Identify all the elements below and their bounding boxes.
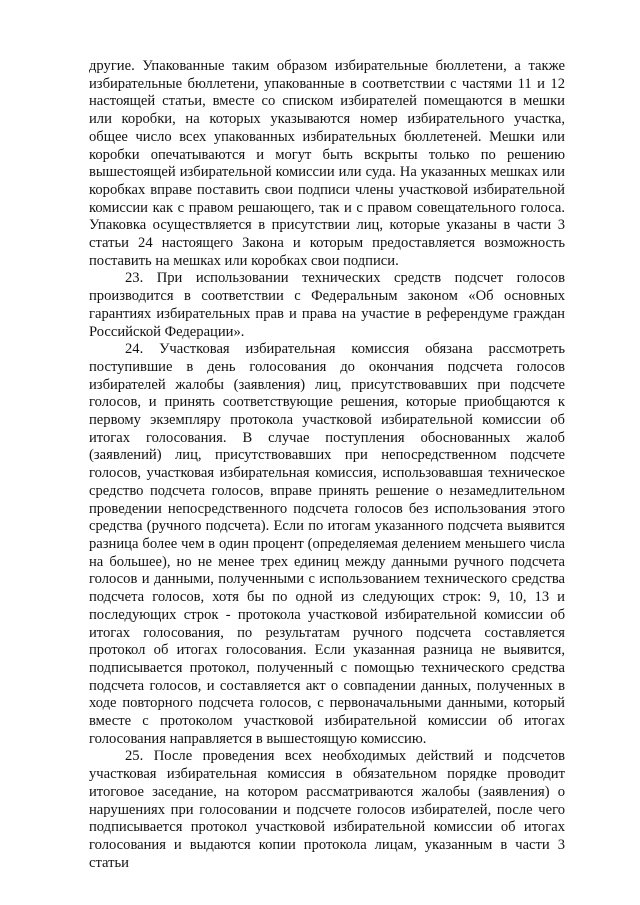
paragraph-24: 24. Участковая избирательная комиссия обязана рассмотреть поступившие в день голосования до окончания подсчета голосов избирателей жалобы (заявления) лиц, присутствовавших при подсчете голосов, и принять соответствующие решения, которые приобщаются к первому экземпляру протокола участковой избирательной комиссии об итогах голосования. В случае поступления обоснованных жалоб (заявлений) лиц, присутствовавших при непосредственном подсчете голосов, участковая избирательная комиссия, использовавшая техническое средство подсчета голосов, вправе принять решение о незамедлительном проведении непосредственного подсчета голосов без использования этого средства (ручного подсчета). Если по итогам указанного подсчета выявится разница более чем в один процент (определяемая делением меньшего числа на большее), но не менее трех единиц между данными ручного подсчета голосов и данными, полученными с использованием технического средства подсчета голосов, хотя бы по одной из следующих строк: 9, 10, 13 и последующих строк - протокола участковой избирательной комиссии об итогах голосования, по результатам ручного подсчета составляется протокол об итогах голосования. Если указанная разница не выявится, подписывается протокол, полученный с помощью технического средства подсчета голосов, и составляется акт о совпадении данных, полученных в ходе повторного подсчета голосов, с первоначальными данными, который вместе с протоколом участковой избирательной комиссии об итогах голосования направляется в вышестоящую комиссию. [89, 341, 565, 747]
paragraph-25: 25. После проведения всех необходимых действий и подсчетов участковая избирательная комиссия в обязательном порядке проводит итоговое заседание, на котором рассматриваются жалобы (заявления) о нарушениях при голосовании и подсчете голосов избирателей, после чего подписывается протокол участковой избирательной комиссии об итогах голосования и выдаются копии протокола лицам, указанным в части 3 статьи [89, 748, 565, 871]
paragraph-continuation: другие. Упакованные таким образом избирательные бюллетени, а также избирательные бюллетени, упакованные в соответствии с частями 11 и 12 настоящей статьи, вместе со списком избирателей помещаются в мешки или коробки, на которых указываются номер избирательного участка, общее число всех упакованных избирательных бюллетеней. Мешки или коробки опечатываются и могут быть вскрыты только по решению вышестоящей избирательной комиссии или суда. На указанных мешках или коробках вправе поставить свои подписи члены участковой избирательной комиссии как с правом решающего, так и с правом совещательного голоса. Упаковка осуществляется в присутствии лиц, которые указаны в части 3 статьи 24 настоящего Закона и которым предоставляется возможность поставить на мешках или коробках свои подписи. [89, 58, 565, 269]
paragraph-23: 23. При использовании технических средств подсчет голосов производится в соответствии с Федеральным законом «Об основных гарантиях избирательных прав и права на участие в референдуме граждан Российской Федерации». [89, 270, 565, 340]
document-page [89, 58, 565, 872]
